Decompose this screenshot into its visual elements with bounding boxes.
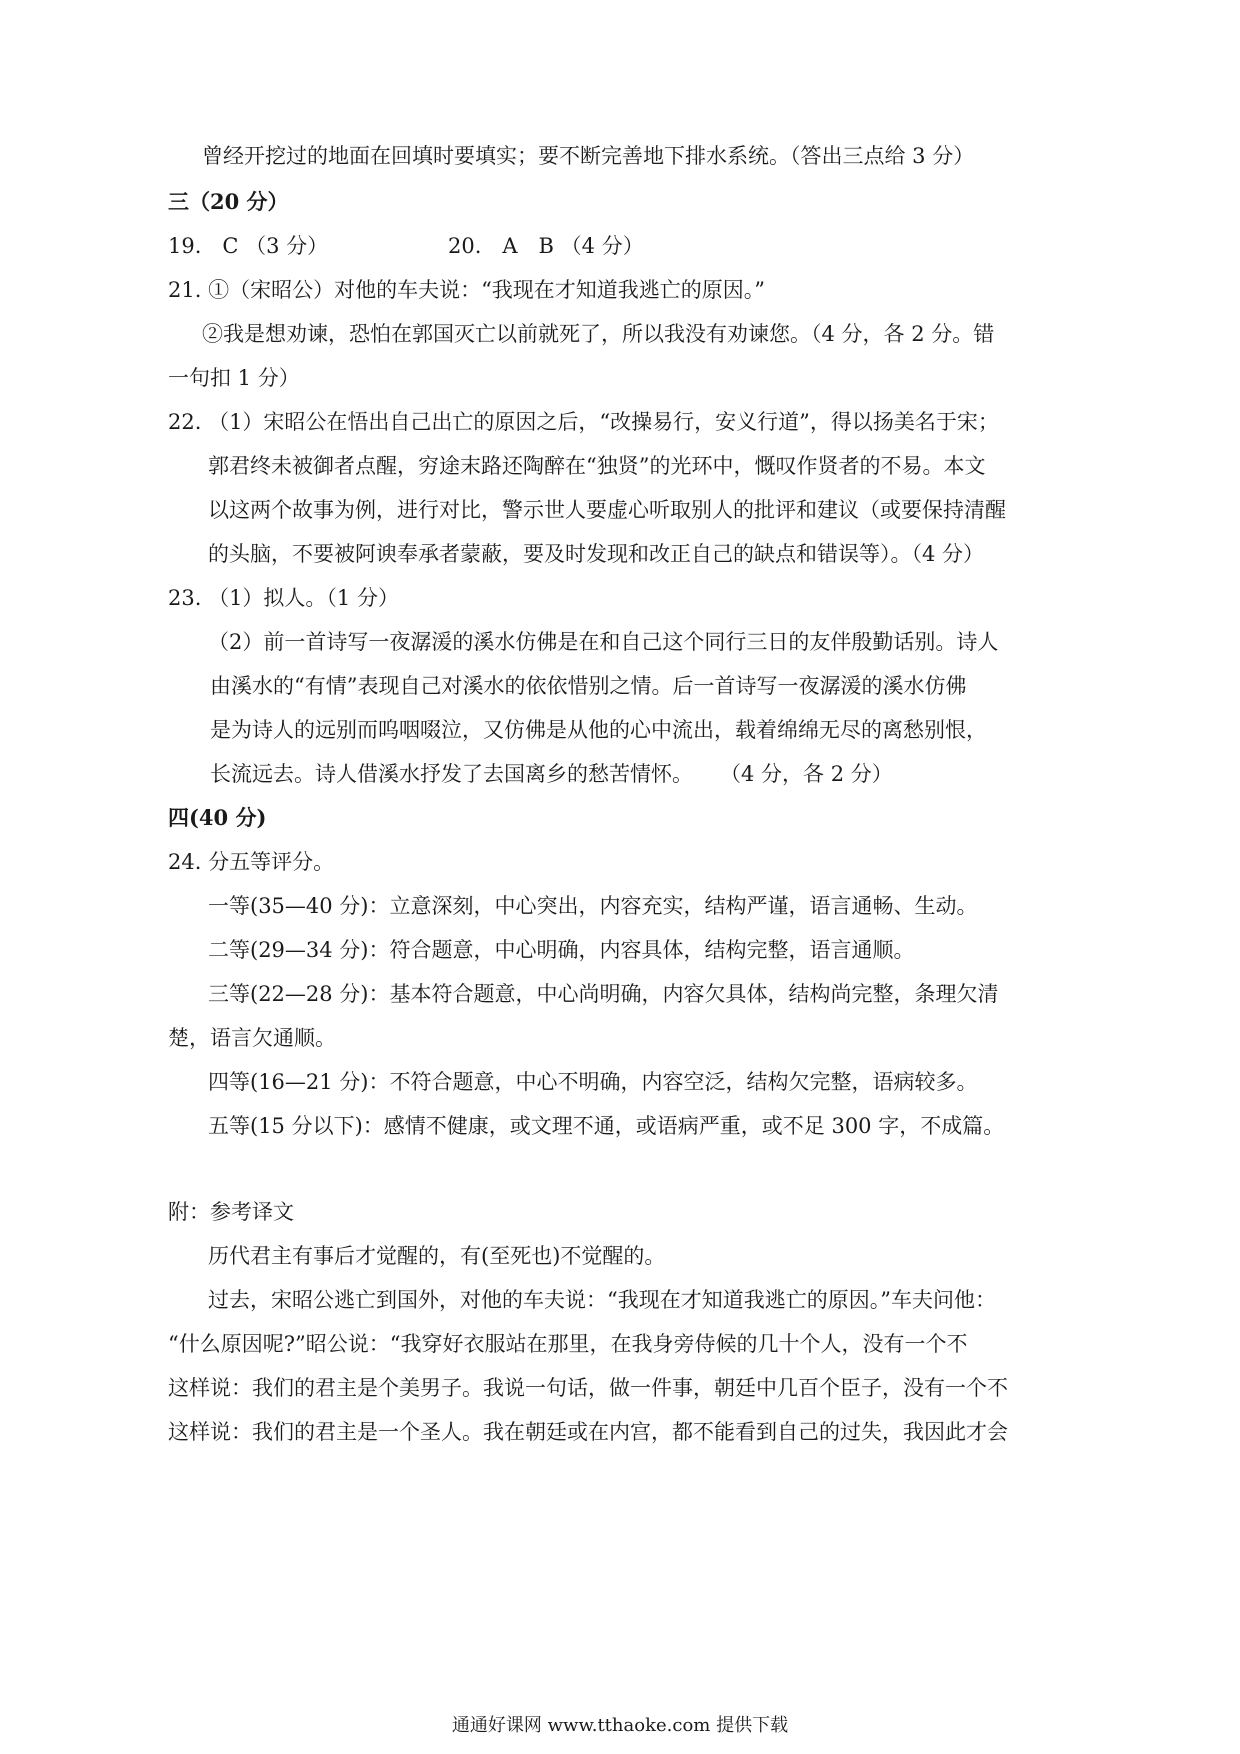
- answer-20: 20. A B （4 分）: [448, 234, 644, 258]
- text-line: 的头脑，不要被阿谀奉承者蒙蔽，要及时发现和改正自己的缺点和错误等）。（4 分）: [208, 542, 985, 566]
- grade-line: 二等(29—34 分)：符合题意，中心明确，内容具体，结构完整，语言通顺。: [208, 938, 915, 962]
- text-line: 历代君主有事后才觉醒的，有(至死也)不觉醒的。: [208, 1244, 666, 1268]
- text-line: 郭君终未被御者点醒，穷途末路还陶醉在“独贤”的光环中，慨叹作贤者的不易。本文: [208, 454, 986, 478]
- page-footer: 通通好课网 www.tthaoke.com 提供下载: [451, 1715, 789, 1736]
- score-note: （4 分，各 2 分）: [720, 762, 893, 786]
- grade-line: 三等(22—28 分)：基本符合题意，中心尚明确，内容欠具体，结构尚完整，条理欠清: [208, 982, 999, 1006]
- text-line: 由溪水的“有情”表现自己对溪水的依依惜别之情。后一首诗写一夜潺湲的溪水仿佛: [210, 674, 967, 698]
- text-line: 一句扣 1 分）: [168, 366, 300, 390]
- text-line: 是为诗人的远别而呜咽啜泣，又仿佛是从他的心中流出，载着绵绵无尽的离愁别恨，: [210, 718, 987, 742]
- grade-line: 四等(16—21 分)：不符合题意，中心不明确，内容空泛，结构欠完整，语病较多。: [208, 1070, 978, 1094]
- answer-21: 21. ①（宋昭公）对他的车夫说：“我现在才知道我逃亡的原因。”: [168, 278, 766, 302]
- appendix-heading: 附：参考译文: [168, 1200, 294, 1224]
- answer-24: 24. 分五等评分。: [168, 850, 335, 874]
- grade-line: 一等(35—40 分)：立意深刻，中心突出，内容充实，结构严谨，语言通畅、生动。: [208, 894, 978, 918]
- section-heading: 四(40 分): [168, 805, 267, 830]
- text-line: 过去，宋昭公逃亡到国外，对他的车夫说：“我现在才知道我逃亡的原因。”车夫问他：: [208, 1288, 996, 1312]
- text-line: 这样说：我们的君主是个美男子。我说一句话，做一件事，朝廷中几百个臣子，没有一个不: [168, 1376, 1008, 1400]
- answer-19: 19. C （3 分）: [168, 234, 329, 258]
- section-heading: 三（20 分）: [168, 189, 289, 214]
- text-line: ②我是想劝谏，恐怕在郭国灭亡以前就死了，所以我没有劝谏您。（4 分，各 2 分。错: [202, 322, 995, 346]
- text-line: 曾经开挖过的地面在回填时要填实；要不断完善地下排水系统。（答出三点给 3 分）: [202, 144, 975, 168]
- text-line: 长流远去。诗人借溪水抒发了去国离乡的愁苦情怀。: [210, 762, 693, 786]
- text-line: 楚，语言欠通顺。: [168, 1026, 336, 1050]
- text-line: 以这两个故事为例，进行对比，警示世人要虚心听取别人的批评和建议（或要保持清醒: [208, 498, 1006, 522]
- text-line: 这样说：我们的君主是一个圣人。我在朝廷或在内宫，都不能看到自己的过失，我因此才会: [168, 1420, 1008, 1444]
- grade-line: 五等(15 分以下)：感情不健康，或文理不通，或语病严重，或不足 300 字，不成篇。: [208, 1114, 1005, 1138]
- text-line: “什么原因呢?”昭公说：“我穿好衣服站在那里，在我身旁侍候的几十个人，没有一个不: [168, 1332, 968, 1356]
- answer-23: 23. （1）拟人。（1 分）: [168, 586, 399, 610]
- text-line: （2）前一首诗写一夜潺湲的溪水仿佛是在和自己这个同行三日的友伴殷勤话别。诗人: [208, 630, 999, 654]
- answer-22: 22. （1）宋昭公在悟出自己出亡的原因之后，“改操易行，安义行道”，得以扬美名于宋；: [168, 410, 999, 434]
